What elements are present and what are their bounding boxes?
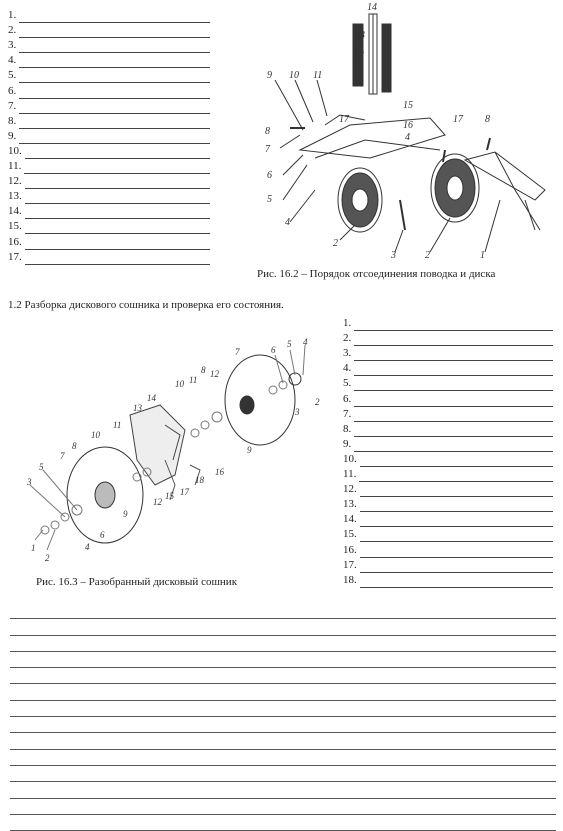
section-heading: 1.2 Разборка дискового сошника и проверка его состояния. [8,299,284,311]
list-item-number: 11. [343,468,357,481]
list-item-number: 3. [343,347,352,360]
callout: 9 [247,445,252,455]
answer-blank-line[interactable] [354,425,553,437]
list-item-number: 1. [343,317,352,330]
figure-caption-top: Рис. 16.2 – Порядок отсоединения поводка и диска [257,268,496,280]
answer-blank-line[interactable] [360,546,553,558]
answer-blank-line[interactable] [360,576,553,588]
list-item-number: 14. [343,513,357,526]
list-item-number: 6. [343,392,352,405]
list-item [8,23,210,38]
callout: 4 [85,542,90,552]
list-item-number: 14. [8,205,22,218]
callout: 6 [100,530,105,540]
answer-blank-line[interactable] [360,500,553,512]
list-item [343,361,553,376]
callout: 4 [405,132,410,143]
callout: 10 [289,70,299,81]
callout: 6 [271,345,276,355]
list-item-number: 17. [8,250,22,263]
answer-blank-line[interactable] [25,177,210,189]
answer-blank-line[interactable] [360,455,553,467]
callout: 3 [295,407,300,417]
list-item-number: 13. [343,498,357,511]
list-item [8,83,210,98]
ruled-answer-line[interactable] [10,684,556,700]
answer-blank-line[interactable] [354,395,553,407]
answer-blank-line[interactable] [360,530,553,542]
list-item-number: 2. [343,332,352,345]
callout: 2 [45,553,50,563]
callout: 6 [267,170,272,181]
list-item-number: 17. [343,558,357,571]
answer-blank-line[interactable] [25,222,210,234]
callout: 4 [303,337,308,347]
list-item [343,316,553,331]
callout: 2 [315,397,320,407]
list-item-number: 15. [343,528,357,541]
callout: 12 [354,50,364,61]
callout: 8 [485,114,490,125]
callout: 1 [31,543,36,553]
callout: 11 [313,70,323,81]
callout: 14 [367,2,377,13]
callout: 17 [339,114,349,125]
answer-blank-line[interactable] [25,207,210,219]
list-item-number: 10. [343,452,357,465]
figure-exploded-disc-coulter [25,325,335,575]
ruled-answer-line[interactable] [10,750,556,766]
answer-blank-line[interactable] [360,515,553,527]
list-item [343,482,553,497]
answer-blank-line[interactable] [360,485,553,497]
list-item [343,527,553,542]
answer-blank-line[interactable] [19,11,210,23]
list-item-number: 12. [343,483,357,496]
list-item [8,219,210,234]
list-item-number: 8. [8,114,17,127]
callout: 13 [355,30,365,41]
answer-blank-line[interactable] [25,192,210,204]
answer-blank-line[interactable] [19,41,210,53]
callout: 17 [453,114,463,125]
list-item [343,346,553,361]
list-item [343,437,553,452]
list-item-number: 5. [8,69,17,82]
answer-blank-line[interactable] [25,147,210,159]
list-item [343,558,553,573]
list-item-number: 8. [343,422,352,435]
list-item [8,99,210,114]
answer-blank-line[interactable] [25,238,210,250]
list-item-number: 18. [343,573,357,586]
answer-blank-line[interactable] [360,561,553,573]
callout: 1 [480,250,485,261]
callout: 8 [265,126,270,137]
ruled-answer-line[interactable] [10,717,556,733]
list-item [8,234,210,249]
answer-blank-line[interactable] [24,162,210,174]
answer-blank-line[interactable] [19,117,210,129]
ruled-answer-line[interactable] [10,652,556,668]
list-item [8,68,210,83]
callout: 18 [195,475,204,485]
list-item-number: 2. [8,24,17,37]
callout: 16 [215,467,224,477]
list-item [343,376,553,391]
list-item [343,422,553,437]
ruled-answer-line[interactable] [10,636,556,652]
list-item-number: 5. [343,377,352,390]
figure-caption-bottom: Рис. 16.3 – Разобранный дисковый сошник [36,576,238,588]
answer-list-top [8,8,210,265]
ruled-answer-line[interactable] [10,733,556,749]
list-item-number: 13. [8,190,22,203]
callout: 10 [91,430,100,440]
answer-blank-line[interactable] [354,440,553,452]
callout: 14 [147,393,156,403]
list-item-number: 7. [343,407,352,420]
answer-blank-line[interactable] [354,334,553,346]
callout: 15 [403,100,413,111]
list-item [8,8,210,23]
list-item [343,452,553,467]
ruled-answer-line[interactable] [10,603,556,619]
list-item [343,407,553,422]
list-item-number: 9. [8,129,17,142]
list-item [343,497,553,512]
ruled-answer-line[interactable] [10,799,556,815]
callout: 16 [403,120,413,131]
list-item [343,542,553,557]
list-item-number: 12. [8,175,22,188]
list-item-number: 10. [8,144,22,157]
list-item [8,189,210,204]
callout: 9 [267,70,272,81]
callout: 4 [285,217,290,228]
list-item [8,114,210,129]
answer-blank-line[interactable] [25,253,210,265]
ruled-answer-line[interactable] [10,766,556,782]
list-item [8,129,210,144]
callout: 8 [201,365,206,375]
answer-blank-line[interactable] [19,132,210,144]
answer-blank-line[interactable] [354,364,553,376]
answer-blank-line[interactable] [354,379,553,391]
list-item [343,331,553,346]
list-item [8,204,210,219]
list-item [343,391,553,406]
callout: 2 [425,250,430,261]
callout: 5 [267,194,272,205]
answer-blank-line[interactable] [354,319,553,331]
list-item [8,144,210,159]
callout: 8 [72,441,77,451]
answer-blank-line[interactable] [19,56,210,68]
list-item-number: 11. [8,160,22,173]
callout: 7 [235,347,240,357]
list-item-number: 15. [8,220,22,233]
callout: 7 [60,451,65,461]
list-item-number: 6. [8,84,17,97]
callout: 3 [27,477,32,487]
answer-blank-line[interactable] [354,349,553,361]
callout: 7 [265,144,270,155]
answer-list-bottom [343,316,553,588]
callout: 17 [180,487,189,497]
ruled-answer-line[interactable] [10,815,556,831]
figure-coulter-assembly [255,0,555,262]
answer-ruled-lines [10,603,556,831]
ruled-answer-line[interactable] [10,619,556,635]
list-item [8,250,210,265]
list-item [343,467,553,482]
ruled-answer-line[interactable] [10,668,556,684]
answer-blank-line[interactable] [359,470,553,482]
callout: 11 [189,375,198,385]
answer-blank-line[interactable] [19,102,210,114]
list-item-number: 4. [343,362,352,375]
list-item [8,174,210,189]
list-item-number: 9. [343,437,352,450]
callout: 9 [123,509,128,519]
list-item-number: 3. [8,39,17,52]
list-item-number: 16. [343,543,357,556]
callout: 5 [39,462,44,472]
list-item [8,38,210,53]
list-item-number: 7. [8,99,17,112]
list-item-number: 1. [8,9,17,22]
answer-blank-line[interactable] [354,410,553,422]
callout: 2 [333,238,338,249]
callout: 10 [175,379,184,389]
callout: 13 [133,403,142,413]
answer-blank-line[interactable] [19,87,210,99]
answer-blank-line[interactable] [19,71,210,83]
answer-blank-line[interactable] [19,26,210,38]
callout: 12 [153,497,162,507]
ruled-answer-line[interactable] [10,701,556,717]
list-item [8,53,210,68]
list-item-number: 4. [8,54,17,67]
callout: 12 [210,369,219,379]
ruled-answer-line[interactable] [10,782,556,798]
list-item [343,573,553,588]
callout: 11 [113,420,122,430]
list-item [343,512,553,527]
callout: 5 [287,339,292,349]
list-item-number: 16. [8,235,22,248]
list-item [8,159,210,174]
callout: 15 [165,491,174,501]
callout: 3 [391,250,396,261]
